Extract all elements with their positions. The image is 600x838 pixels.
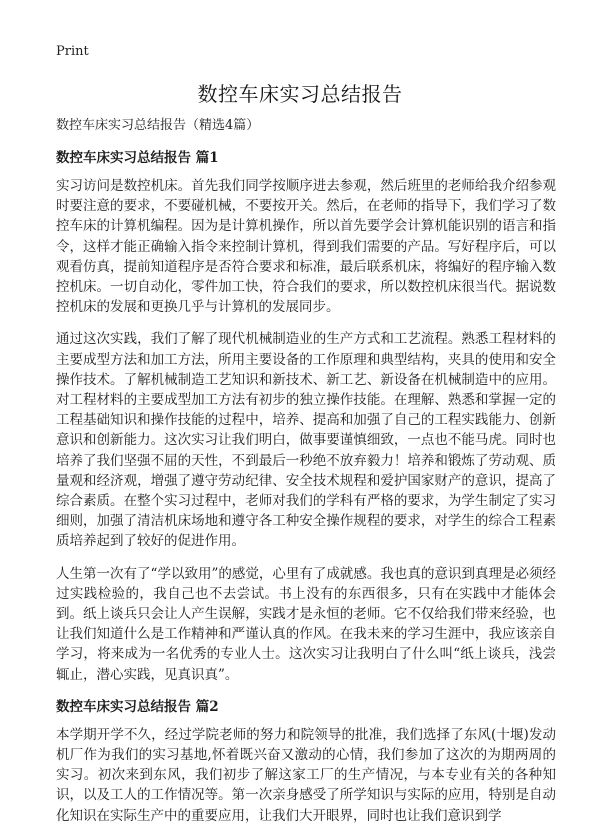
paragraph: 实习访问是数控机床。首先我们同学按顺序进去参观，然后班里的老师给我介绍参观时要注意的要求，不要碰机械，不要按开关。然后，在老师的指导下，我们学习了数控车床的计算机编程。因为是计算机操作，所以首先要学会计算机能识别的语言和指令，这样才能正确输入指令来控制计算机，得到我们需要的产品。写好程序后，可以观看仿真，提前知道程序是否符合要求和标准，最后联系机床，将编好的程序输入数控机床。一切自动化，零件加工快，符合我们的要求，所以数控机床很当代。据说数控机床的发展和更换几乎与计算机的发展同步。 [56, 178, 556, 316]
paragraph: 通过这次实践，我们了解了现代机械制造业的生产方式和工艺流程。熟悉工程材料的主要成型方法和加工方法，所用主要设备的工作原理和典型结构，夹具的使用和安全操作技术。了解机械制造工艺知识和新技术、新工艺、新设备在机械制造中的应用。对工程材料的主要成型加工方法有初步的独立操作技能。在理解、熟悉和掌握一定的工程基础知识和操作技能的过程中，培养、提高和加强了自己的工程实践能力、创新意识和创新能力。这次实习让我们明白，做事要谨慎细致，一点也不能马虎。同时也培养了我们坚强不屈的天性，不到最后一秒绝不放弃毅力！培养和锻炼了劳动观、质量观和经济观，增强了遵守劳动纪律、安全技术规程和爱护国家财产的意识，提高了综合素质。在整个实习过程中，老师对我们的学科有严格的要求，为学生制定了实习细则，加强了清洁机床场地和遵守各工种安全操作规程的要求，对学生的综合工程素质培养起到了较好的促进作用。 [56, 331, 556, 550]
print-link[interactable]: Print [56, 44, 89, 59]
page-title: 数控车床实习总结报告 [197, 82, 403, 106]
document-subtitle: 数控车床实习总结报告（精选4篇） [56, 118, 260, 133]
section-heading-2: 数控车床实习总结报告 篇2 [56, 698, 219, 715]
paragraph: 本学期开学不久，经过学院老师的努力和院领导的批准，我们选择了东风(十堰)发动机厂作为我们的实习基地,怀着既兴奋又激动的心情，我们参加了这次的为期两周的实习。初次来到东风，我们初步了解这家工厂的生产情况，与本专业有关的各种知识，以及工人的工作情况等。第一次亲身感受了所学知识与实际的应用，特别是自动化知识在实际生产中的重要应用，让我们大开眼界，同时也让我们意识到学 [56, 726, 556, 824]
paragraph: 人生第一次有了“学以致用”的感觉，心里有了成就感。我也真的意识到真理是必须经过实践检验的，我自己也不去尝试。书上没有的东西很多，只有在实践中才能体会到。纸上谈兵只会让人产生误解，实践才是永恒的老师。它不仅给我们带来经验，也让我们知道什么是工作精神和严谨认真的作风。在我未来的学习生涯中，我应该亲自学习，将来成为一名优秀的专业人士。这次实习让我明白了什么叫“纸上谈兵，浅尝辄止，潜心实践，见真识真”。 [56, 565, 556, 683]
document-body [56, 116, 556, 838]
section-heading-1: 数控车床实习总结报告 篇1 [56, 150, 219, 166]
